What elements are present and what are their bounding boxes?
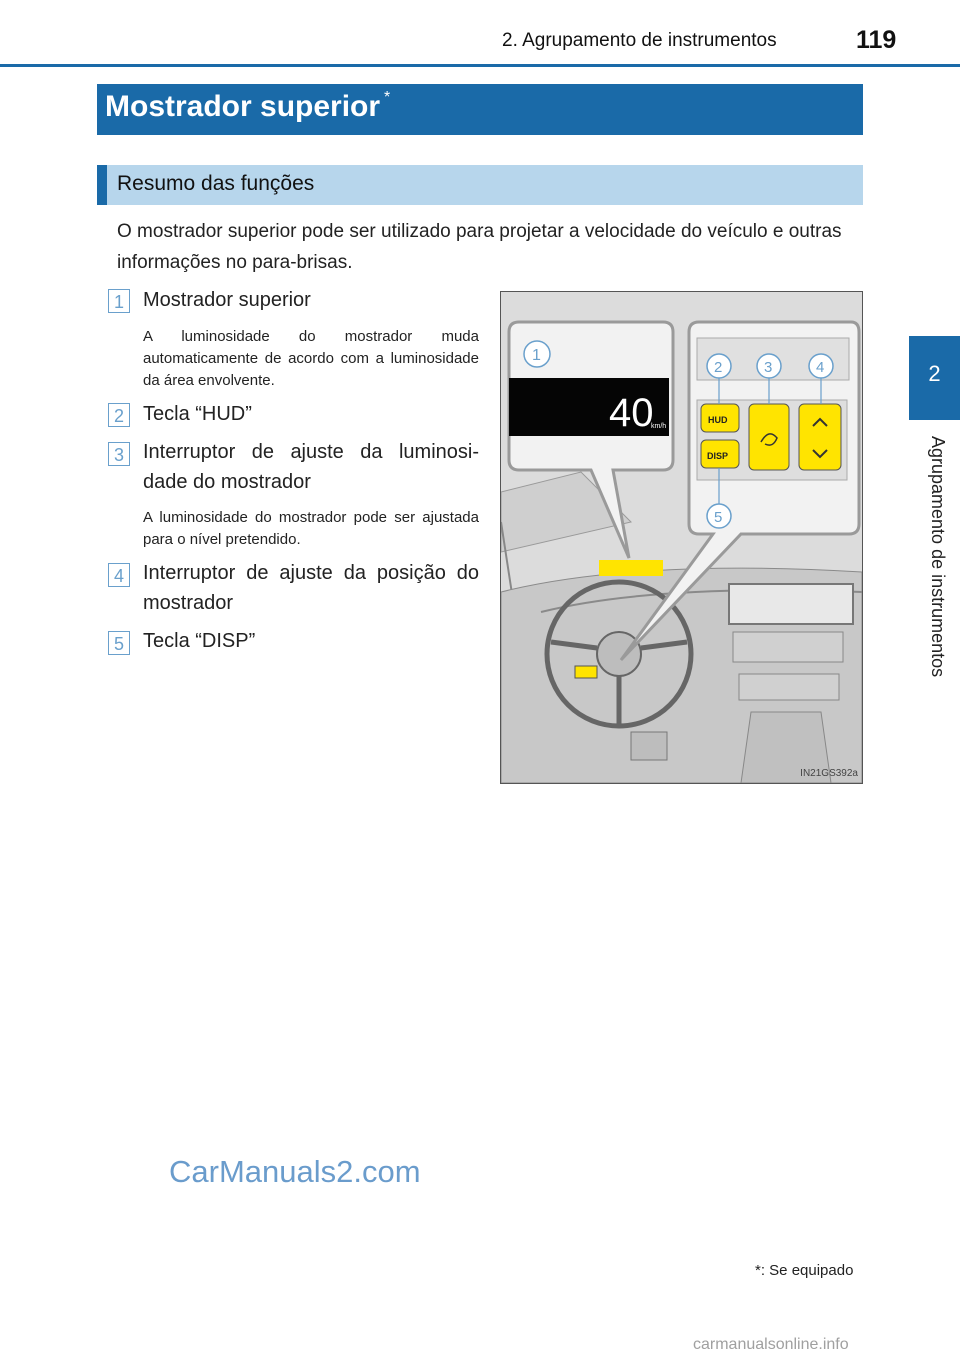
hud-button-label: HUD [708,415,728,425]
item-note-3: A luminosidade do mostrador pode ser ajustada para o nível pretendido. [143,509,479,548]
callout-5: 5 [714,509,723,526]
page-number: 119 [856,26,897,54]
speed-unit: km/h [651,423,667,430]
item-label-3: Interruptor de ajuste da luminosi-dade do mostrador [143,441,479,493]
intro-paragraph: O mostrador superior pode ser utilizado para projetar a velocidade do veículo e outras informações no para-brisas. [117,221,842,273]
footnote-text: : Se equipado [760,1262,854,1279]
item-number-5: 5 [108,631,130,655]
speed-value: 40 [609,391,654,435]
footnote [755,1262,853,1279]
chapter-tab[interactable] [909,336,960,420]
callout-1: 1 [532,347,541,364]
item-label-5: Tecla “DISP” [143,630,256,652]
footnote-mark: * [755,1262,761,1279]
item-label-2: Tecla “HUD” [143,403,252,425]
item-number-3: 3 [108,442,130,466]
watermark-footer: carmanualsonline.info [693,1336,849,1353]
watermark-logo: CarManuals2.com [169,1154,421,1189]
item-number-2: 2 [108,403,130,427]
callout-4: 4 [816,359,825,376]
header-divider [0,64,960,67]
section-title: Mostrador superior [105,90,381,123]
header-title: 2. Agrupamento de instrumentos [502,30,777,51]
subsection-title: Resumo das funções [117,172,315,195]
item-number-1: 1 [108,289,130,313]
dashboard-illustration-svg [501,292,862,783]
subsection-title-bar [97,165,863,205]
chapter-tab-number: 2 [928,361,941,386]
item-number-4: 4 [108,563,130,587]
item-note-1: A luminosidade do mostrador muda automaticamente de acordo com a luminosidade da área envolvente. [143,328,479,389]
section-title-mark: * [384,89,391,106]
callout-3: 3 [764,359,773,376]
callout-2: 2 [714,359,723,376]
subsection-accent [97,165,107,205]
figure-code: IN21GS392a [800,768,858,779]
dashboard-illustration [500,291,863,784]
chapter-tab-label: Agrupamento de instrumentos [928,436,948,678]
item-label-1: Mostrador superior [143,289,311,311]
section-title-bar [97,84,863,135]
disp-button-label: DISP [707,451,729,461]
item-label-4: Interruptor de ajuste da posição do mostrador [143,562,479,614]
